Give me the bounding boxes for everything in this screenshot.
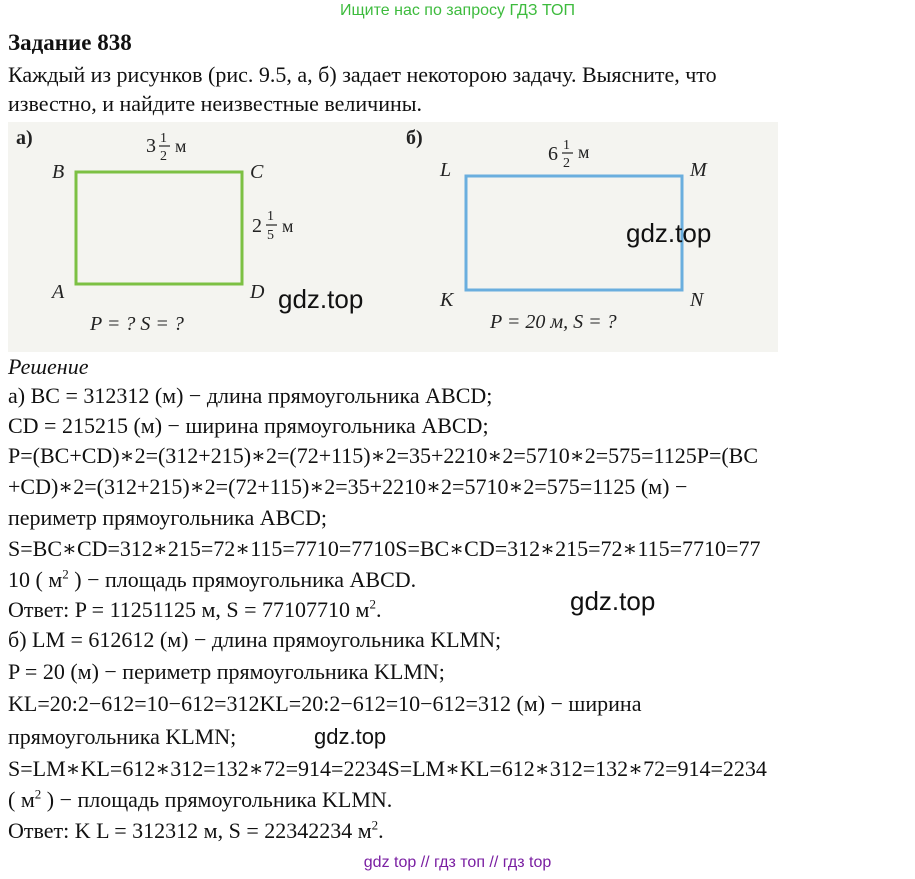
footer-links: gdz top // гдз топ // гдз top <box>363 854 552 871</box>
solution-line <box>8 787 392 813</box>
text-fragment: . <box>375 597 382 622</box>
solution-line: S=BC∗CD=312∗215=72∗115=7710=7710S=BC∗CD=312∗215=72∗115=7710=77 <box>8 536 761 561</box>
solution-line: б) LM = 612612 (м) − длина прямоугольника KLMN; <box>8 627 502 652</box>
superscript: 2 <box>62 566 69 582</box>
vertex-c: C <box>250 161 264 183</box>
vertex-k: K <box>440 289 454 311</box>
text-fragment: Ответ: P = 11251125 м, S = 77107710 м <box>8 597 370 622</box>
width-a-unit: м <box>282 216 294 236</box>
solution-line: S=LM∗KL=612∗312=132∗72=914=2234S=LM∗KL=612∗312=132∗72=914=2234 <box>8 756 767 781</box>
length-b-numerator: 1 <box>563 138 570 153</box>
length-b-unit: м <box>578 142 590 162</box>
solution-line: P = 20 (м) − периметр прямоугольника KLMN; <box>8 659 445 684</box>
width-a-denominator: 5 <box>267 228 274 243</box>
solution-heading: Решение <box>8 354 89 379</box>
answer-b <box>8 818 384 844</box>
text-fragment: ( м <box>8 787 35 812</box>
length-b-denominator: 2 <box>563 156 570 171</box>
figure-b-question: P = 20 м, S = ? <box>490 311 617 333</box>
rectangle-abcd <box>76 172 242 284</box>
vertex-m: M <box>690 159 707 181</box>
solution-line: P=(BC+CD)∗2=(312+215)∗2=(72+115)∗2=35+2210∗2=5710∗2=575=1125P=(BC <box>8 443 759 468</box>
task-text-line-1: Каждый из рисунков (рис. 9.5, а, б) задает некоторою задачу. Выясните, что <box>8 62 717 87</box>
vertex-a: A <box>52 281 65 303</box>
width-a-numerator: 1 <box>267 209 274 224</box>
search-banner: Ищите нас по запросу ГДЗ ТОП <box>340 2 575 19</box>
text-fragment: ) − площадь прямоугольника KLMN. <box>41 787 393 812</box>
figure-a-label: а) <box>16 127 33 149</box>
solution-line: +CD)∗2=(312+215)∗2=(72+115)∗2=35+2210∗2=5710∗2=575=1125 (м) − <box>8 474 688 499</box>
text-fragment: ) − площадь прямоугольника ABCD. <box>68 567 417 592</box>
watermark: gdz.top <box>626 218 712 248</box>
figure-a-question: P = ? S = ? <box>90 313 184 335</box>
solution-line: а) BC = 312312 (м) − длина прямоугольника ABCD; <box>8 383 493 408</box>
task-title: Задание 838 <box>8 30 132 55</box>
text-fragment: Ответ: K L = 312312 м, S = 22342234 м <box>8 818 372 843</box>
superscript: 2 <box>34 786 42 802</box>
vertex-b: B <box>52 161 65 183</box>
width-a-whole: 2 <box>252 215 262 237</box>
text-fragment: . <box>378 818 384 843</box>
watermark: gdz.top <box>314 724 387 749</box>
solution-line: прямоугольника KLMN; <box>8 724 237 749</box>
solution-line: KL=20:2−612=10−612=312KL=20:2−612=10−612=312 (м) − ширина <box>8 691 642 716</box>
superscript: 2 <box>369 596 376 612</box>
superscript: 2 <box>371 817 379 833</box>
answer-a <box>8 597 381 623</box>
solution-line <box>8 567 416 593</box>
vertex-d: D <box>250 281 265 303</box>
task-text-line-2: известно, и найдите неизвестные величины. <box>8 91 423 116</box>
length-b-whole: 6 <box>548 143 558 165</box>
length-a-unit: м <box>175 136 187 156</box>
watermark: gdz.top <box>570 586 656 616</box>
solution-line: CD = 215215 (м) − ширина прямоугольника ABCD; <box>8 413 489 438</box>
length-a-whole: 3 <box>146 135 156 157</box>
length-a-denominator: 2 <box>160 149 167 164</box>
solution-line: периметр прямоугольника ABCD; <box>8 505 327 530</box>
text-fragment: 10 ( м <box>8 567 63 592</box>
task-text <box>8 60 908 118</box>
length-a-numerator: 1 <box>160 131 167 146</box>
watermark: gdz.top <box>278 284 364 314</box>
vertex-n: N <box>690 289 704 311</box>
vertex-l: L <box>440 159 452 181</box>
figure-b-label: б) <box>406 127 423 149</box>
